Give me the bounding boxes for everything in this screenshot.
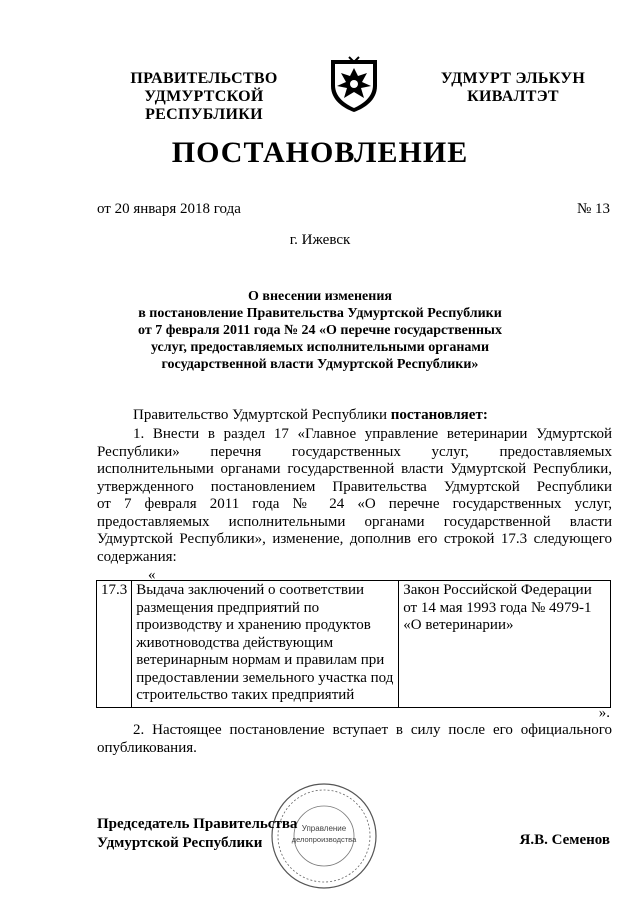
subject-line: в постановление Правительства Удмуртской Республики	[138, 306, 502, 321]
subject-line: от 7 февраля 2011 года № 24 «О перечне государственных	[138, 323, 502, 338]
cell-line: предоставлении земельного участка под	[136, 669, 394, 686]
government-name-udmurt	[428, 70, 598, 106]
opening-quote: «	[148, 567, 156, 583]
government-name-line1: ПРАВИТЕЛЬСТВО	[130, 70, 278, 87]
cell-line: строительство таких предприятий	[136, 687, 355, 703]
document-title: ПОСТАНОВЛЕНИЕ	[171, 136, 469, 169]
intro-text: Правительство Удмуртской Республики	[133, 407, 391, 423]
cell-line: животноводства действующим	[136, 634, 334, 651]
paragraph-line: опубликования.	[97, 739, 197, 756]
inserted-row-table	[96, 580, 611, 708]
paragraph-2	[97, 722, 612, 757]
coat-of-arms-icon	[327, 56, 381, 114]
intro-paragraph	[97, 407, 612, 425]
position-line2: Удмуртской Республики	[97, 835, 263, 851]
closing-quote: ».	[598, 705, 610, 721]
government-name-udmurt-line1: УДМУРТ ЭЛЬКУН	[440, 70, 586, 87]
cell-line: размещения предприятий по	[136, 599, 320, 616]
service-name-cell	[132, 581, 399, 708]
stamp-text-line2: делопроизводства	[291, 835, 357, 844]
paragraph-line: от 7 февраля 2011 года № 24 «О перечне государственных услуг,	[97, 496, 612, 512]
document-city: г. Ижевск	[289, 232, 351, 248]
government-name-russian	[88, 70, 320, 124]
subject-line: государственной власти Удмуртской Республики»	[161, 357, 479, 372]
cell-line: «О ветеринарии»	[403, 617, 514, 633]
table-row	[97, 581, 611, 708]
paragraph-line: 1. Внести в раздел 17 «Главное управление ветеринарии Удмуртской	[133, 426, 612, 442]
signatory-name: Я.В. Семенов	[519, 832, 610, 848]
paragraph-line: Республики» перечня государственных услуг, предоставляемых	[97, 443, 612, 460]
paragraph-line: предоставляемых исполнительными органами государственной власти	[97, 513, 612, 530]
paragraph-line: 2. Настоящее постановление вступает в силу после его официального	[133, 722, 612, 738]
document-number: № 13	[576, 201, 610, 217]
document-subject	[90, 288, 550, 373]
stamp-text-line1: Управление	[301, 824, 347, 833]
intro-resolves: постановляет:	[390, 407, 488, 423]
legal-basis-cell	[399, 581, 611, 708]
cell-line: Закон Российской Федерации	[403, 582, 592, 598]
government-name-line2: УДМУРТСКОЙ РЕСПУБЛИКИ	[144, 88, 264, 123]
paragraph-1	[97, 426, 612, 566]
position-line1: Председатель Правительства	[97, 816, 298, 832]
subject-line: О внесении изменения	[248, 289, 392, 304]
cell-line: от 14 мая 1993 года № 4979-1	[403, 599, 592, 616]
paragraph-line: содержания:	[97, 548, 177, 565]
paragraph-line: утвержденного постановлением Правительства Удмуртской Республики	[97, 478, 612, 495]
signatory-position	[97, 815, 297, 853]
paragraph-line: исполнительными органами государственной власти Удмуртской Республики,	[97, 461, 612, 477]
document-date: от 20 января 2018 года	[97, 201, 241, 217]
cell-line: ветеринарным нормам и правилам при	[136, 652, 385, 668]
cell-line: Выдача заключений о соответствии	[136, 582, 365, 598]
subject-line: услуг, предоставляемых исполнительными органами	[150, 340, 490, 355]
row-number-cell: 17.3	[97, 581, 132, 708]
government-name-udmurt-line2: КИВАЛТЭТ	[467, 88, 559, 105]
cell-line: производству и хранению продуктов	[136, 617, 371, 633]
paragraph-line: Удмуртской Республики», изменение, дополнив его строкой 17.3 следующего	[97, 531, 612, 547]
